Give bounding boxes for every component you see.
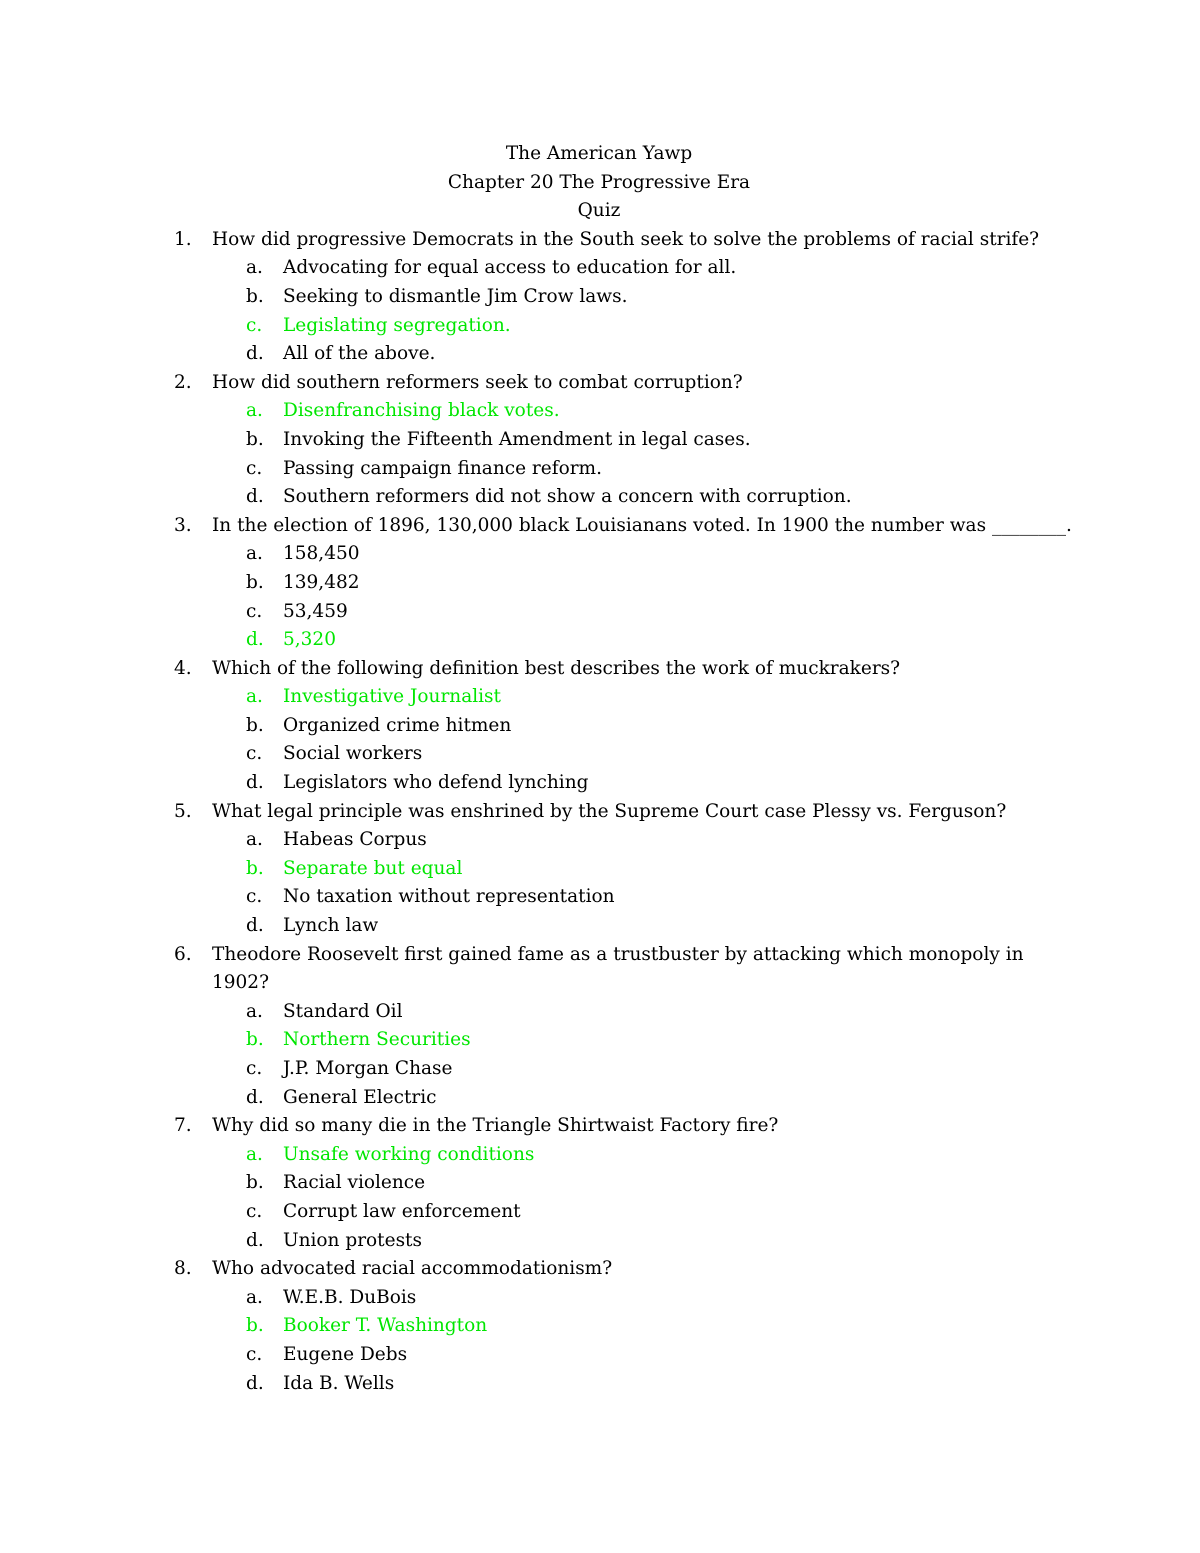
answer-option <box>0 540 1200 569</box>
answer-option <box>0 1341 1200 1370</box>
option-text: Ida B. Wells <box>283 1372 395 1394</box>
question-3 <box>0 512 1200 655</box>
answer-option <box>0 426 1200 455</box>
question-number: 7. <box>174 1115 192 1137</box>
question-text: What legal principle was enshrined by the Supreme Court case Plessy vs. Ferguson? <box>212 800 1007 822</box>
option-text: Booker T. Washington <box>283 1315 488 1337</box>
answer-option <box>0 1198 1200 1227</box>
answer-option-correct <box>0 626 1200 655</box>
option-text: Invoking the Fifteenth Amendment in legal cases. <box>283 428 751 450</box>
question-line <box>0 1255 1200 1284</box>
option-text: Legislating segregation. <box>283 314 511 336</box>
option-text: Southern reformers did not show a concern with corruption. <box>283 486 852 508</box>
option-text: Unsafe working conditions <box>283 1143 535 1165</box>
option-letter: c. <box>246 1058 263 1079</box>
option-letter: a. <box>246 686 263 708</box>
answer-option <box>0 283 1200 312</box>
option-text: All of the above. <box>283 343 436 365</box>
answer-option-correct <box>0 1312 1200 1341</box>
option-letter: d. <box>246 629 264 651</box>
option-letter: b. <box>246 1315 264 1337</box>
answer-option <box>0 712 1200 741</box>
option-text: Organized crime hitmen <box>283 714 512 736</box>
option-letter: a. <box>246 1286 263 1308</box>
option-letter: c. <box>246 1343 263 1365</box>
option-letter: d. <box>246 915 264 937</box>
question-line <box>0 226 1200 255</box>
option-text: Social workers <box>283 743 423 765</box>
answer-option-correct <box>0 397 1200 426</box>
question-text: Who advocated racial accommodationism? <box>212 1258 613 1280</box>
answer-option <box>0 1084 1200 1113</box>
option-letter: c. <box>246 314 263 336</box>
option-letter: a. <box>246 400 263 422</box>
question-7 <box>0 1112 1200 1255</box>
option-letter: b. <box>246 1029 264 1051</box>
question-number: 3. <box>174 514 192 536</box>
option-letter: c. <box>246 1200 263 1222</box>
option-text: Investigative Journalist <box>283 686 501 708</box>
question-2 <box>0 369 1200 512</box>
question-8 <box>0 1255 1200 1398</box>
question-text: In the election of 1896, 130,000 black Louisianans voted. In 1900 the number was ________. <box>212 514 1072 536</box>
question-number: 1. <box>174 228 192 250</box>
question-line <box>0 512 1200 541</box>
question-list <box>0 226 1200 1398</box>
answer-option <box>0 1370 1200 1399</box>
answer-option-correct <box>0 855 1200 884</box>
option-text: Habeas Corpus <box>283 829 427 851</box>
option-text: No taxation without representation <box>283 886 615 908</box>
question-number: 4. <box>174 657 192 679</box>
option-text: Advocating for equal access to education for all. <box>283 257 737 279</box>
question-1 <box>0 226 1200 369</box>
question-line <box>0 941 1200 970</box>
quiz-heading: Quiz <box>577 200 621 222</box>
answer-option <box>0 826 1200 855</box>
answer-option <box>0 455 1200 484</box>
answer-option <box>0 483 1200 512</box>
option-letter: a. <box>246 829 263 851</box>
question-4 <box>0 655 1200 798</box>
option-text: Legislators who defend lynching <box>283 772 589 794</box>
option-letter: b. <box>246 428 264 450</box>
question-text: How did southern reformers seek to combat corruption? <box>212 371 743 393</box>
option-letter: c. <box>246 743 263 765</box>
question-text: Why did so many die in the Triangle Shirtwaist Factory fire? <box>212 1115 779 1137</box>
option-letter: d. <box>246 1229 264 1251</box>
answer-option-correct <box>0 312 1200 341</box>
option-text: Northern Securities <box>283 1029 471 1051</box>
question-number: 2. <box>174 371 192 393</box>
option-text: Eugene Debs <box>283 1343 408 1365</box>
answer-option-correct <box>0 683 1200 712</box>
document-title: The American Yawp <box>505 143 693 164</box>
option-text: Lynch law <box>283 915 379 937</box>
answer-option <box>0 1169 1200 1198</box>
answer-option <box>0 998 1200 1027</box>
option-letter: b. <box>246 714 264 736</box>
option-text: 158,450 <box>283 543 360 565</box>
option-text: 139,482 <box>283 571 360 593</box>
question-line <box>0 369 1200 398</box>
question-text: Theodore Roosevelt first gained fame as a trustbuster by attacking which monopoly in <box>212 943 1024 965</box>
option-text: 5,320 <box>283 629 336 651</box>
option-text: Disenfranchising black votes. <box>283 400 560 422</box>
option-text: Racial violence <box>283 1172 426 1194</box>
option-letter: a. <box>246 543 263 565</box>
question-number: 6. <box>174 943 192 965</box>
question-text: How did progressive Democrats in the South seek to solve the problems of racial strife? <box>212 228 1040 250</box>
answer-option <box>0 340 1200 369</box>
option-text: Passing campaign finance reform. <box>283 457 602 479</box>
option-letter: d. <box>246 1086 264 1108</box>
option-letter: d. <box>246 343 264 365</box>
option-letter: d. <box>246 486 264 508</box>
option-letter: b. <box>246 571 264 593</box>
option-letter: a. <box>246 1000 263 1022</box>
question-line <box>0 655 1200 684</box>
answer-option <box>0 1055 1200 1084</box>
chapter-title: Chapter 20 The Progressive Era <box>447 171 751 193</box>
option-text: Corrupt law enforcement <box>283 1200 521 1222</box>
option-letter: b. <box>246 285 264 307</box>
answer-option <box>0 254 1200 283</box>
question-text: Which of the following definition best describes the work of muckrakers? <box>212 657 901 679</box>
quiz-page <box>0 140 1200 1398</box>
answer-option <box>0 912 1200 941</box>
question-line <box>0 969 1200 998</box>
option-text: Standard Oil <box>283 1000 403 1022</box>
question-5 <box>0 798 1200 941</box>
option-text: Separate but equal <box>283 857 463 879</box>
question-6 <box>0 941 1200 1113</box>
option-text: General Electric <box>283 1086 437 1108</box>
option-letter: c. <box>246 457 263 479</box>
answer-option <box>0 598 1200 627</box>
option-letter: c. <box>246 600 263 622</box>
option-letter: d. <box>246 772 264 794</box>
option-letter: c. <box>246 886 263 908</box>
option-letter: a. <box>246 1143 263 1165</box>
option-text: J.P. Morgan Chase <box>283 1058 453 1079</box>
option-text: Union protests <box>283 1229 422 1251</box>
answer-option <box>0 740 1200 769</box>
question-line <box>0 1112 1200 1141</box>
answer-option <box>0 769 1200 798</box>
answer-option <box>0 1227 1200 1256</box>
answer-option <box>0 1284 1200 1313</box>
option-text: Seeking to dismantle Jim Crow laws. <box>283 285 628 307</box>
answer-option-correct <box>0 1026 1200 1055</box>
option-letter: a. <box>246 257 263 279</box>
answer-option <box>0 569 1200 598</box>
option-text: W.E.B. DuBois <box>283 1286 417 1308</box>
question-number: 5. <box>174 800 192 822</box>
answer-option-correct <box>0 1141 1200 1170</box>
option-letter: b. <box>246 857 264 879</box>
question-line <box>0 798 1200 827</box>
option-letter: d. <box>246 1372 264 1394</box>
question-text: 1902? <box>212 972 269 994</box>
answer-option <box>0 883 1200 912</box>
option-letter: b. <box>246 1172 264 1194</box>
question-number: 8. <box>174 1258 192 1280</box>
option-text: 53,459 <box>283 600 348 622</box>
